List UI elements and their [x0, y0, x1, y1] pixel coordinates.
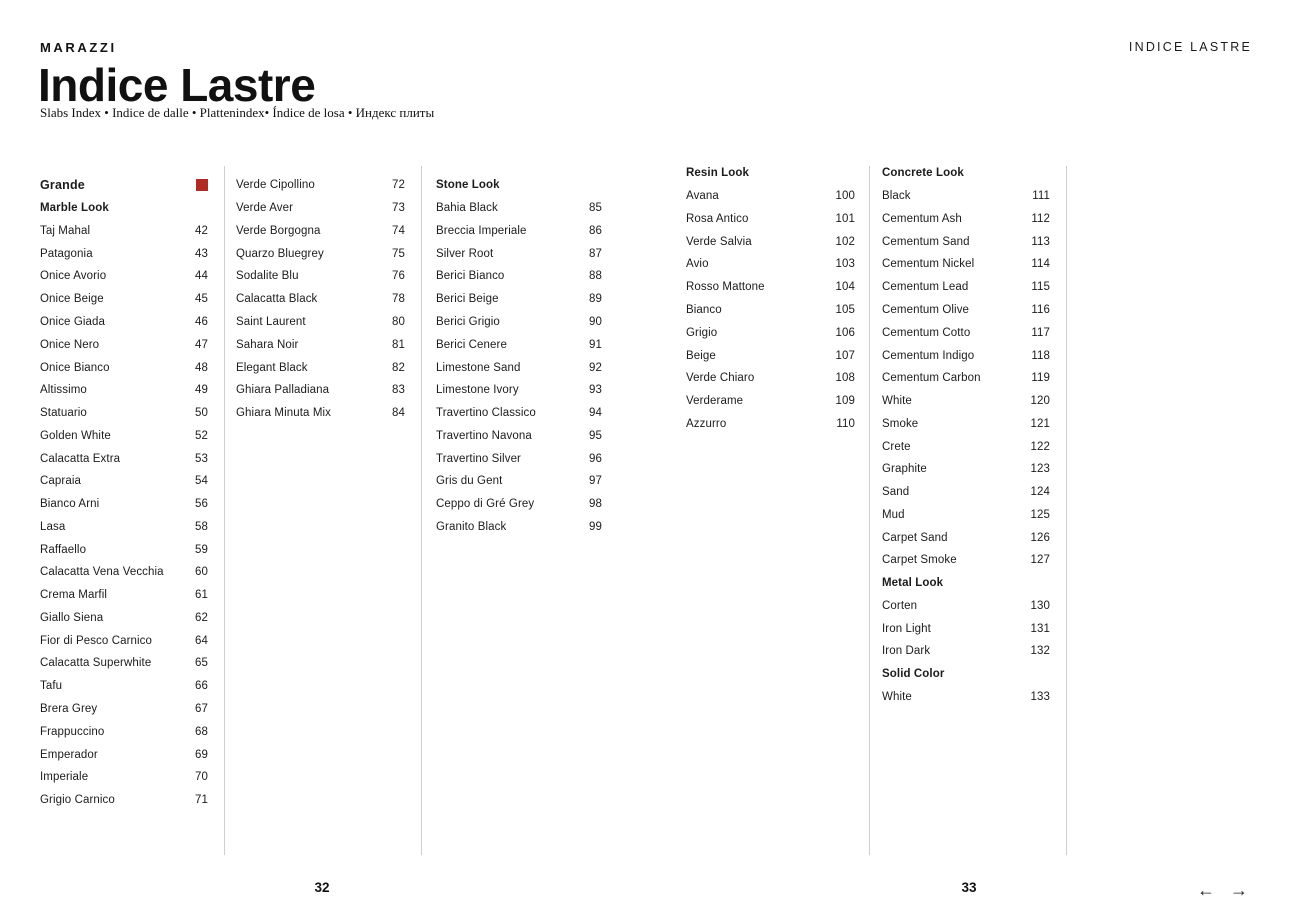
entry-name: Onice Bianco — [40, 361, 110, 374]
index-row — [686, 390, 855, 413]
entry-name: Calacatta Black — [236, 293, 318, 306]
entry-page-number: 69 — [195, 748, 208, 761]
index-row — [686, 276, 855, 299]
index-row — [882, 435, 1050, 458]
next-page-arrow-icon[interactable]: → — [1225, 876, 1253, 904]
index-row — [436, 379, 602, 402]
index-column-marble-continued — [236, 174, 405, 424]
entry-name: Sand — [882, 486, 910, 499]
entry-page-number: 103 — [835, 258, 855, 271]
entry-page-number: 44 — [195, 270, 208, 283]
entry-page-number: 125 — [1030, 508, 1050, 521]
index-row — [40, 424, 208, 447]
index-row — [236, 333, 405, 356]
index-row — [40, 698, 208, 721]
entry-page-number: 66 — [195, 680, 208, 693]
index-row — [436, 311, 602, 334]
entry-page-number: 73 — [392, 202, 405, 215]
entry-page-number: 95 — [589, 429, 602, 442]
entry-page-number: 108 — [835, 372, 855, 385]
entry-page-number: 68 — [195, 725, 208, 738]
index-row — [40, 402, 208, 425]
index-row — [882, 503, 1050, 526]
entry-page-number: 48 — [195, 361, 208, 374]
entry-name: Corten — [882, 599, 918, 612]
entry-page-number: 62 — [195, 611, 208, 624]
entry-page-number: 115 — [1031, 281, 1050, 294]
entry-name: Bahia Black — [436, 202, 498, 215]
entry-name: Black — [882, 190, 911, 203]
entry-page-number: 87 — [589, 247, 602, 260]
entry-name: Bianco Arni — [40, 498, 100, 511]
entry-page-number: 50 — [195, 407, 208, 420]
index-row — [436, 242, 602, 265]
entry-name: Elegant Black — [236, 361, 308, 374]
index-row — [882, 253, 1050, 276]
entry-page-number: 65 — [195, 657, 208, 670]
entry-name: White — [882, 690, 912, 703]
entry-name: Rosso Mattone — [686, 281, 765, 294]
page-subtitle: Slabs Index • Indice de dalle • Plattenindex• Índice de losa • Индекс плиты — [40, 105, 435, 120]
index-row — [882, 276, 1050, 299]
index-row — [882, 481, 1050, 504]
entry-name: Limestone Sand — [436, 361, 521, 374]
index-row — [882, 299, 1050, 322]
entry-name: Cementum Ash — [882, 212, 962, 225]
entry-name: Imperiale — [40, 771, 89, 784]
column-divider — [421, 166, 422, 855]
index-row — [436, 174, 602, 197]
index-row — [436, 356, 602, 379]
index-row — [436, 197, 602, 220]
entry-name: Ghiara Palladiana — [236, 384, 330, 397]
index-column-resin-look — [686, 162, 855, 435]
index-row — [686, 321, 855, 344]
entry-name: Calacatta Superwhite — [40, 657, 152, 670]
index-row — [882, 230, 1050, 253]
entry-page-number: 46 — [195, 315, 208, 328]
index-row — [236, 402, 405, 425]
entry-page-number: 83 — [392, 384, 405, 397]
right-page-number: 33 — [961, 880, 977, 895]
entry-name: Grande — [40, 178, 85, 193]
entry-name: Marble Look — [40, 202, 109, 215]
entry-page-number: 118 — [1031, 349, 1050, 362]
entry-name: Cementum Indigo — [882, 349, 975, 362]
entry-name: Calacatta Vena Vecchia — [40, 566, 164, 579]
index-row — [40, 220, 208, 243]
index-row — [40, 174, 208, 197]
entry-page-number: 96 — [589, 452, 602, 465]
entry-name: Cementum Nickel — [882, 258, 975, 271]
index-row — [40, 515, 208, 538]
entry-name: Grigio — [686, 326, 718, 339]
index-row — [40, 311, 208, 334]
entry-name: Gris du Gent — [436, 475, 503, 488]
column-divider — [224, 166, 225, 855]
entry-name: Carpet Smoke — [882, 554, 957, 567]
entry-page-number: 71 — [195, 794, 208, 807]
entry-name: Travertino Silver — [436, 452, 521, 465]
entry-name: Grigio Carnico — [40, 794, 115, 807]
entry-page-number: 132 — [1030, 645, 1050, 658]
index-row — [40, 379, 208, 402]
entry-page-number: 49 — [195, 384, 208, 397]
entry-name: Fior di Pesco Carnico — [40, 634, 153, 647]
entry-page-number: 88 — [589, 270, 602, 283]
entry-page-number: 126 — [1030, 531, 1050, 544]
entry-page-number: 80 — [392, 315, 405, 328]
index-row — [40, 584, 208, 607]
index-row — [882, 640, 1050, 663]
entry-page-number: 60 — [195, 566, 208, 579]
entry-name: Rosa Antico — [686, 212, 749, 225]
index-row — [236, 265, 405, 288]
index-row — [686, 412, 855, 435]
index-row — [40, 675, 208, 698]
entry-name: White — [882, 395, 912, 408]
index-row — [436, 447, 602, 470]
index-row — [882, 686, 1050, 709]
entry-name: Verde Chiaro — [686, 372, 755, 385]
entry-page-number: 89 — [589, 293, 602, 306]
entry-page-number: 116 — [1031, 303, 1050, 316]
entry-page-number: 111 — [1032, 190, 1050, 203]
entry-name: Taj Mahal — [40, 224, 91, 237]
index-row — [882, 412, 1050, 435]
entry-name: Travertino Navona — [436, 429, 532, 442]
index-row — [436, 515, 602, 538]
entry-name: Iron Light — [882, 622, 931, 635]
entry-name: Tafu — [40, 680, 63, 693]
entry-name: Patagonia — [40, 247, 93, 260]
entry-page-number: 84 — [392, 407, 405, 420]
entry-page-number: 56 — [195, 498, 208, 511]
entry-name: Altissimo — [40, 384, 87, 397]
entry-page-number: 94 — [589, 407, 602, 420]
entry-page-number: 59 — [195, 543, 208, 556]
entry-name: Cementum Sand — [882, 235, 970, 248]
entry-name: Granito Black — [436, 520, 507, 533]
entry-page-number: 90 — [589, 315, 602, 328]
entry-page-number: 54 — [195, 475, 208, 488]
entry-name: Berici Beige — [436, 293, 499, 306]
entry-page-number: 107 — [835, 349, 855, 362]
entry-page-number: 61 — [195, 589, 208, 602]
index-row — [882, 321, 1050, 344]
entry-page-number: 92 — [589, 361, 602, 374]
index-row — [882, 208, 1050, 231]
entry-name: Beige — [686, 349, 716, 362]
index-row — [882, 526, 1050, 549]
entry-name: Bianco — [686, 303, 722, 316]
entry-name: Onice Giada — [40, 315, 106, 328]
entry-page-number: 98 — [589, 498, 602, 511]
entry-page-number: 72 — [392, 179, 405, 192]
entry-name: Capraia — [40, 475, 81, 488]
index-row — [40, 356, 208, 379]
entry-name: Giallo Siena — [40, 611, 104, 624]
index-row — [882, 617, 1050, 640]
brand-logo: MARAZZI — [40, 40, 117, 55]
entry-name: Statuario — [40, 407, 87, 420]
index-row — [436, 402, 602, 425]
entry-page-number: 112 — [1031, 212, 1050, 225]
entry-name: Avio — [686, 258, 709, 271]
index-row — [40, 607, 208, 630]
entry-name: Cementum Lead — [882, 281, 969, 294]
entry-name: Brera Grey — [40, 702, 98, 715]
index-row — [686, 208, 855, 231]
index-column-concrete-metal-solid — [882, 162, 1050, 708]
entry-page-number: 123 — [1030, 463, 1050, 476]
index-row — [40, 470, 208, 493]
index-row — [236, 311, 405, 334]
index-row — [882, 185, 1050, 208]
entry-page-number: 127 — [1030, 554, 1050, 567]
index-row — [686, 367, 855, 390]
entry-page-number: 133 — [1030, 690, 1050, 703]
entry-page-number: 52 — [195, 429, 208, 442]
index-row — [236, 356, 405, 379]
entry-name: Verderame — [686, 395, 744, 408]
index-row — [882, 572, 1050, 595]
entry-name: Saint Laurent — [236, 315, 306, 328]
index-row — [882, 595, 1050, 618]
entry-page-number: 131 — [1030, 622, 1050, 635]
entry-name: Berici Grigio — [436, 315, 500, 328]
entry-name: Crete — [882, 440, 911, 453]
entry-name: Concrete Look — [882, 167, 964, 180]
entry-page-number: 86 — [589, 224, 602, 237]
entry-name: Travertino Classico — [436, 407, 536, 420]
entry-name: Berici Cenere — [436, 338, 507, 351]
index-row — [686, 185, 855, 208]
entry-name: Verde Cipollino — [236, 179, 315, 192]
entry-name: Iron Dark — [882, 645, 931, 658]
running-header: INDICE LASTRE — [1128, 40, 1252, 54]
entry-page-number: 78 — [392, 293, 405, 306]
index-row — [40, 538, 208, 561]
entry-name: Carpet Sand — [882, 531, 948, 544]
index-row — [686, 253, 855, 276]
entry-page-number: 53 — [195, 452, 208, 465]
entry-name: Emperador — [40, 748, 98, 761]
index-row — [882, 458, 1050, 481]
entry-name: Limestone Ivory — [436, 384, 519, 397]
index-row — [436, 493, 602, 516]
entry-name: Verde Aver — [236, 202, 294, 215]
index-row — [882, 367, 1050, 390]
entry-page-number: 45 — [195, 293, 208, 306]
index-row — [40, 493, 208, 516]
entry-name: Berici Bianco — [436, 270, 505, 283]
entry-page-number: 76 — [392, 270, 405, 283]
entry-name: Breccia Imperiale — [436, 224, 527, 237]
entry-name: Silver Root — [436, 247, 494, 260]
entry-page-number: 82 — [392, 361, 405, 374]
index-row — [236, 174, 405, 197]
index-row — [236, 242, 405, 265]
index-row — [436, 265, 602, 288]
entry-page-number: 130 — [1030, 599, 1050, 612]
entry-name: Onice Avorio — [40, 270, 107, 283]
entry-page-number: 74 — [392, 224, 405, 237]
entry-name: Stone Look — [436, 179, 500, 192]
index-row — [686, 344, 855, 367]
entry-page-number: 70 — [195, 771, 208, 784]
index-row — [40, 720, 208, 743]
entry-page-number: 43 — [195, 247, 208, 260]
entry-name: Ceppo di Gré Grey — [436, 498, 535, 511]
entry-page-number: 47 — [195, 338, 208, 351]
entry-name: Crema Marfil — [40, 589, 108, 602]
entry-name: Avana — [686, 190, 719, 203]
index-row — [686, 230, 855, 253]
page-title: Indice Lastre — [38, 59, 316, 111]
index-row — [236, 288, 405, 311]
entry-name: Quarzo Bluegrey — [236, 247, 324, 260]
entry-page-number: 122 — [1030, 440, 1050, 453]
index-row — [40, 652, 208, 675]
entry-page-number: 109 — [835, 395, 855, 408]
index-row — [882, 344, 1050, 367]
entry-page-number: 64 — [195, 634, 208, 647]
entry-name: Graphite — [882, 463, 927, 476]
index-row — [40, 333, 208, 356]
index-row — [40, 197, 208, 220]
index-row — [882, 162, 1050, 185]
entry-page-number: 99 — [589, 520, 602, 533]
entry-page-number: 113 — [1031, 235, 1050, 248]
index-row — [436, 333, 602, 356]
entry-page-number: 91 — [589, 338, 602, 351]
entry-page-number: 102 — [835, 235, 855, 248]
entry-name: Frappuccino — [40, 725, 105, 738]
entry-name: Solid Color — [882, 668, 945, 681]
entry-page-number: 100 — [835, 190, 855, 203]
index-row — [40, 743, 208, 766]
index-row — [40, 288, 208, 311]
entry-name: Onice Nero — [40, 338, 100, 351]
entry-page-number: 120 — [1030, 395, 1050, 408]
entry-name: Smoke — [882, 417, 919, 430]
entry-page-number: 42 — [195, 224, 208, 237]
entry-name: Cementum Olive — [882, 303, 970, 316]
entry-name: Lasa — [40, 520, 66, 533]
index-row — [436, 470, 602, 493]
index-row — [436, 220, 602, 243]
index-row — [236, 197, 405, 220]
index-column-stone-look — [436, 174, 602, 538]
grande-marker-icon — [196, 179, 208, 191]
column-divider — [1066, 166, 1067, 855]
index-row — [40, 561, 208, 584]
left-page-number: 32 — [314, 880, 330, 895]
entry-page-number: 101 — [835, 212, 855, 225]
index-row — [40, 766, 208, 789]
index-row — [882, 549, 1050, 572]
index-row — [882, 390, 1050, 413]
entry-page-number: 97 — [589, 475, 602, 488]
previous-page-arrow-icon[interactable]: ← — [1192, 876, 1220, 904]
entry-name: Verde Salvia — [686, 235, 752, 248]
entry-page-number: 124 — [1030, 486, 1050, 499]
entry-page-number: 121 — [1030, 417, 1050, 430]
index-row — [686, 299, 855, 322]
entry-name: Cementum Carbon — [882, 372, 981, 385]
column-divider — [869, 166, 870, 855]
entry-name: Calacatta Extra — [40, 452, 121, 465]
entry-page-number: 114 — [1031, 258, 1050, 271]
entry-page-number: 119 — [1031, 372, 1050, 385]
index-row — [40, 447, 208, 470]
index-row — [686, 162, 855, 185]
index-row — [436, 424, 602, 447]
entry-page-number: 110 — [836, 417, 855, 430]
entry-name: Mud — [882, 508, 905, 521]
index-row — [236, 379, 405, 402]
entry-name: Onice Beige — [40, 293, 104, 306]
index-row — [40, 242, 208, 265]
entry-name: Cementum Cotto — [882, 326, 971, 339]
entry-name: Sodalite Blu — [236, 270, 299, 283]
entry-name: Raffaello — [40, 543, 87, 556]
index-row — [40, 629, 208, 652]
index-column-grande-marble — [40, 174, 208, 811]
index-row — [882, 663, 1050, 686]
entry-name: Golden White — [40, 429, 111, 442]
entry-page-number: 75 — [392, 247, 405, 260]
entry-page-number: 67 — [195, 702, 208, 715]
entry-name: Ghiara Minuta Mix — [236, 407, 332, 420]
entry-name: Verde Borgogna — [236, 224, 321, 237]
entry-page-number: 81 — [392, 338, 405, 351]
entry-page-number: 117 — [1031, 326, 1050, 339]
entry-page-number: 58 — [195, 520, 208, 533]
entry-page-number: 106 — [835, 326, 855, 339]
entry-name: Metal Look — [882, 577, 944, 590]
index-row — [40, 789, 208, 812]
index-row — [40, 265, 208, 288]
entry-page-number: 104 — [835, 281, 855, 294]
entry-page-number: 85 — [589, 202, 602, 215]
entry-page-number: 93 — [589, 384, 602, 397]
entry-name: Azzurro — [686, 417, 727, 430]
entry-name: Sahara Noir — [236, 338, 299, 351]
entry-name: Resin Look — [686, 167, 749, 180]
index-row — [436, 288, 602, 311]
index-row — [236, 220, 405, 243]
entry-page-number: 105 — [835, 303, 855, 316]
